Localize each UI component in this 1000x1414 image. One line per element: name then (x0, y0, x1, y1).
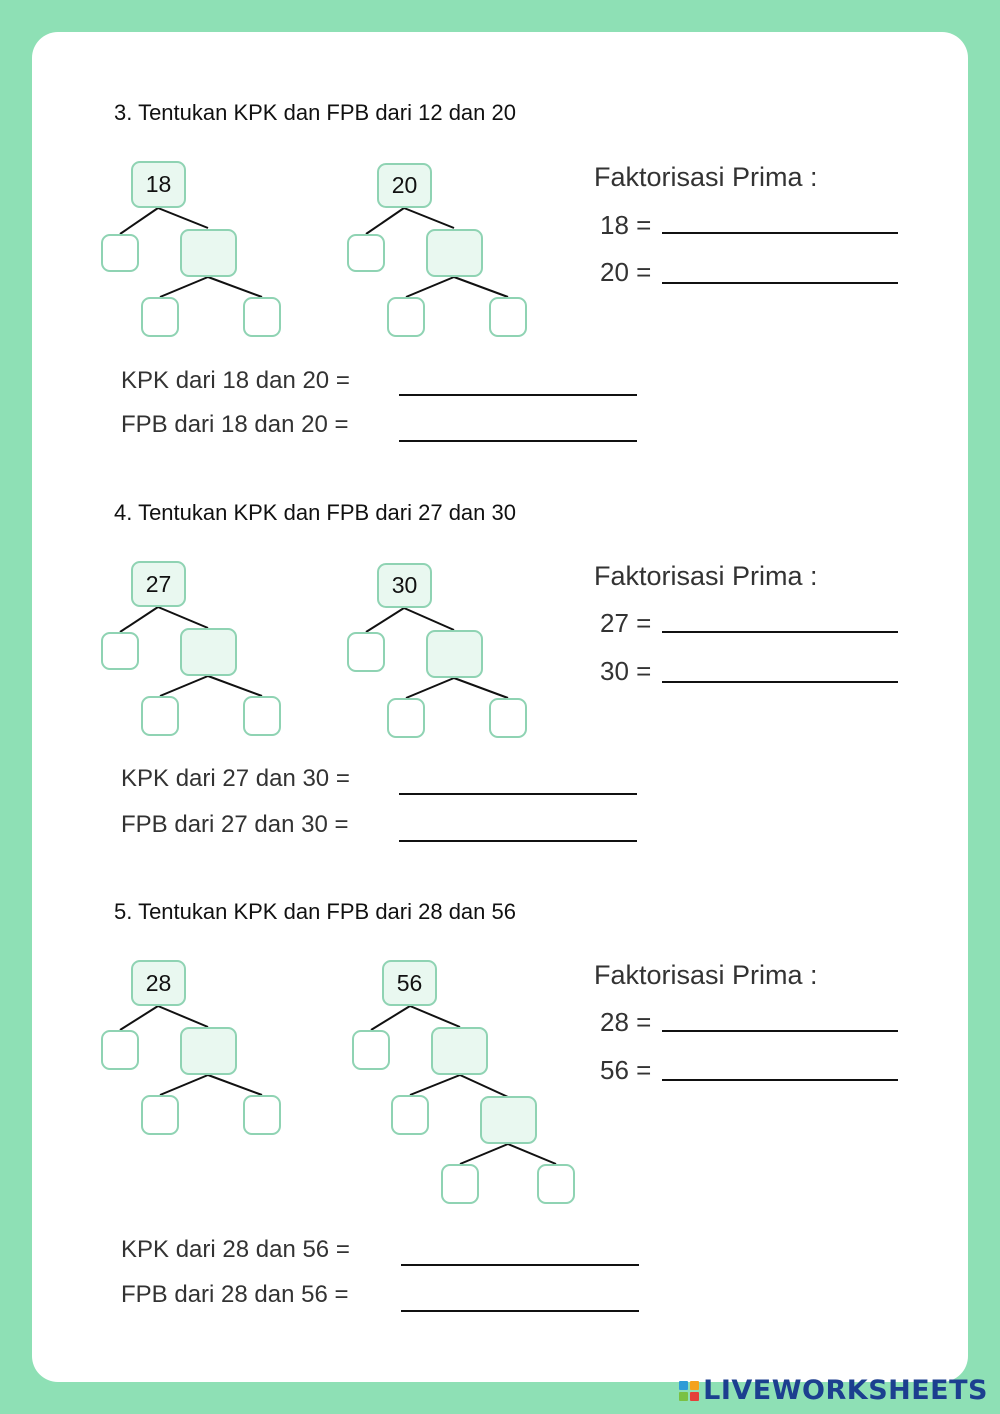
question-4-title: 4. Tentukan KPK dan FPB dari 27 dan 30 (114, 500, 516, 525)
brand-name: LIVEWORKSHEETS (703, 1375, 988, 1406)
question-3-title: 3. Tentukan KPK dan FPB dari 12 dan 20 (114, 100, 516, 125)
factor-answer-box[interactable] (180, 229, 237, 277)
prime-answer-line-28[interactable] (662, 1030, 898, 1032)
fpb-answer-line[interactable] (399, 440, 637, 442)
prime-factorization-heading: Faktorisasi Prima : (594, 561, 818, 591)
factor-answer-box[interactable] (426, 229, 483, 277)
kpk-label: KPK dari 27 dan 30 = (121, 765, 350, 792)
prime-factorization-heading: Faktorisasi Prima : (594, 960, 818, 990)
kpk-answer-line[interactable] (399, 793, 637, 795)
question-5-title: 5. Tentukan KPK dan FPB dari 28 dan 56 (114, 899, 516, 924)
factor-answer-box[interactable] (480, 1096, 537, 1144)
factor-answer-box[interactable] (352, 1030, 390, 1070)
prime-answer-line-27[interactable] (662, 631, 898, 633)
kpk-answer-line[interactable] (399, 394, 637, 396)
prime-label-28: 28 = (600, 1007, 652, 1037)
factor-answer-box[interactable] (537, 1164, 575, 1204)
prime-answer-line-18[interactable] (662, 232, 898, 234)
factor-answer-box[interactable] (141, 297, 179, 337)
prime-answer-line-56[interactable] (662, 1079, 898, 1081)
factor-answer-box[interactable] (347, 632, 385, 672)
factor-answer-box[interactable] (489, 297, 527, 337)
kpk-label: KPK dari 28 dan 56 = (121, 1236, 350, 1263)
factor-answer-box[interactable] (426, 630, 483, 678)
prime-label-18: 18 = (600, 210, 652, 240)
kpk-label: KPK dari 18 dan 20 = (121, 367, 350, 394)
tree-root-27: 27 (131, 561, 186, 607)
factor-answer-box[interactable] (243, 297, 281, 337)
factor-answer-box[interactable] (431, 1027, 488, 1075)
factor-answer-box[interactable] (441, 1164, 479, 1204)
factor-answer-box[interactable] (101, 1030, 139, 1070)
fpb-answer-line[interactable] (399, 840, 637, 842)
prime-label-30: 30 = (600, 656, 652, 686)
factor-answer-box[interactable] (489, 698, 527, 738)
fpb-answer-line[interactable] (401, 1310, 639, 1312)
factor-answer-box[interactable] (387, 698, 425, 738)
factor-answer-box[interactable] (387, 297, 425, 337)
prime-label-20: 20 = (600, 257, 652, 287)
factor-answer-box[interactable] (180, 1027, 237, 1075)
prime-label-27: 27 = (600, 608, 652, 638)
tree-root-30: 30 (377, 563, 432, 608)
factor-answer-box[interactable] (347, 234, 385, 272)
factor-answer-box[interactable] (243, 1095, 281, 1135)
factor-answer-box[interactable] (141, 696, 179, 736)
prime-factorization-heading: Faktorisasi Prima : (594, 162, 818, 192)
fpb-label: FPB dari 28 dan 56 = (121, 1281, 349, 1308)
liveworksheets-logo-icon (679, 1381, 699, 1401)
factor-answer-box[interactable] (391, 1095, 429, 1135)
tree-root-18: 18 (131, 161, 186, 208)
prime-label-56: 56 = (600, 1055, 652, 1085)
prime-answer-line-30[interactable] (662, 681, 898, 683)
fpb-label: FPB dari 18 dan 20 = (121, 411, 349, 438)
fpb-label: FPB dari 27 dan 30 = (121, 811, 349, 838)
prime-answer-line-20[interactable] (662, 282, 898, 284)
factor-answer-box[interactable] (101, 632, 139, 670)
factor-answer-box[interactable] (180, 628, 237, 676)
tree-root-28: 28 (131, 960, 186, 1006)
factor-answer-box[interactable] (141, 1095, 179, 1135)
tree-root-56: 56 (382, 960, 437, 1006)
tree-root-20: 20 (377, 163, 432, 208)
factor-answer-box[interactable] (243, 696, 281, 736)
liveworksheets-brand[interactable] (679, 1375, 988, 1406)
kpk-answer-line[interactable] (401, 1264, 639, 1266)
factor-answer-box[interactable] (101, 234, 139, 272)
